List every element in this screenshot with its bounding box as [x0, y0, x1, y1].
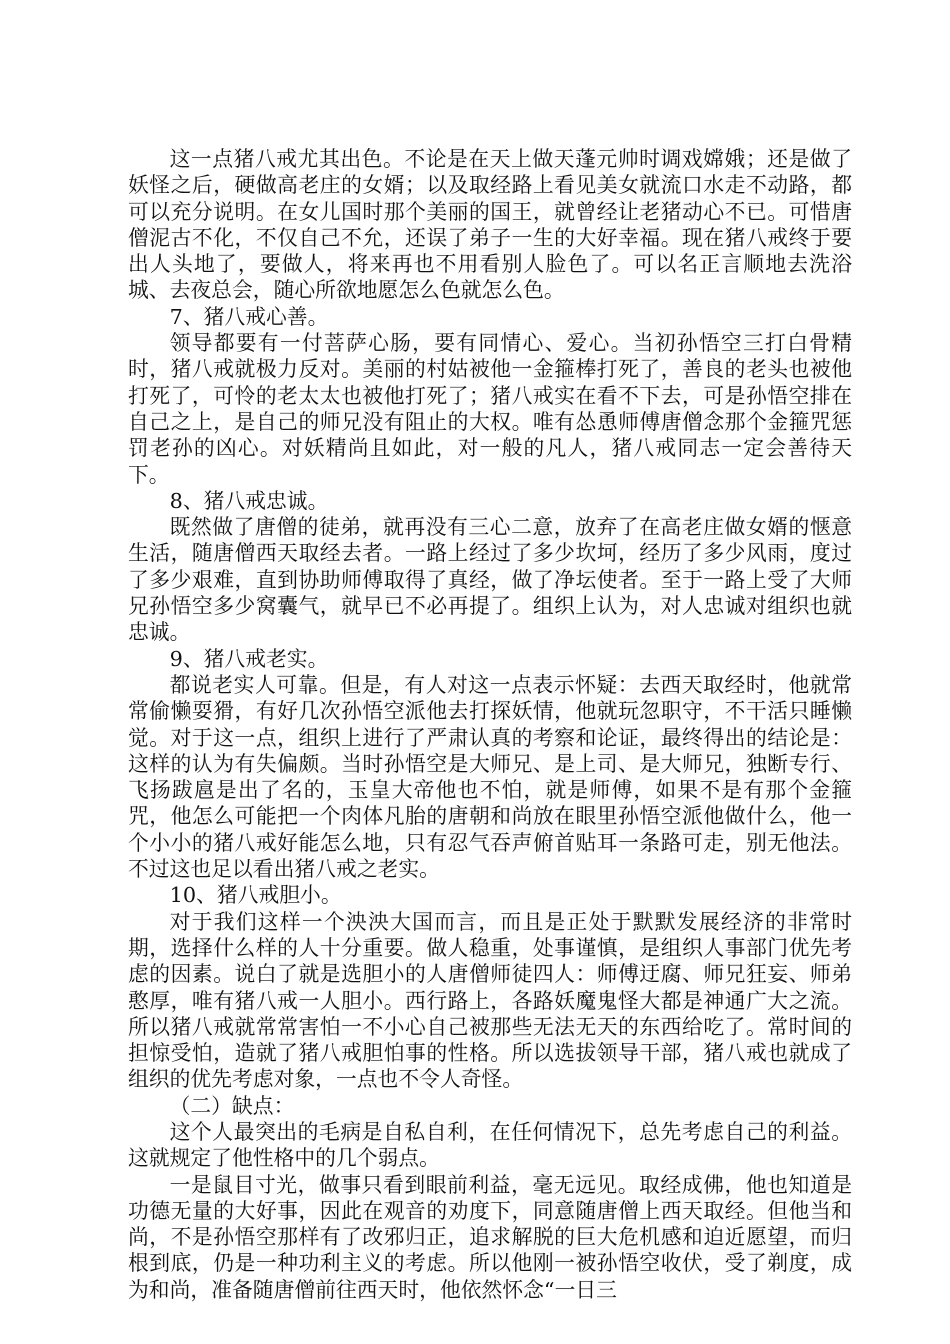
- heading-timid: 10、猪八戒胆小。: [169, 883, 342, 908]
- paragraph-shortsighted: 一是鼠目寸光，做事只看到眼前利益，毫无远见。取经成佛，他也知道是功德无量的大好事，因此在观音的劝度下，同意随唐僧上西天取经。但他当和尚，不是孙悟空那样有了改邪归正，追求解脱的巨大危机感和迫近愿望，而归根到底，仍是一种功利主义的考虑。所以他刚一被孙悟空收伏，受了剃度，成为和尚，准备随唐僧前往西天时，他依然怀念“一日三: [128, 1172, 852, 1302]
- heading-honest: 9、猪八戒老实。: [169, 646, 329, 671]
- document-page: [128, 146, 852, 1303]
- paragraph-timid: 对于我们这样一个泱泱大国而言，而且是正处于默默发展经济的非常时期，选择什么样的人十分重要。做人稳重，处事谨慎，是组织人事部门优先考虑的因素。说白了就是选胆小的人唐僧师徒四人：师傅迂腐、师兄狂妄、师弟憨厚，唯有猪八戒一人胆小。西行路上，各路妖魔鬼怪大都是神通广大之流。所以猪八戒就常常害怕一不小心自己被那些无法无天的东西给吃了。常时间的担惊受怕，造就了猪八戒胆怕事的性格。所以选拔领导干部，猪八戒也就成了组织的优先考虑对象，一点也不令人奇怪。: [128, 909, 852, 1092]
- paragraph-lust: 这一点猪八戒尤其出色。不论是在天上做天蓬元帅时调戏嫦娥；还是做了妖怪之后，硬做高老庄的女婿；以及取经路上看见美女就流口水走不动路，都可以充分说明。在女儿国时那个美丽的国王，就曾经让老猪动心不已。可惜唐僧泥古不化，不仅自己不允，还误了弟子一生的大好幸福。现在猪八戒终于要出人头地了，要做人，将来再也不用看别人脸色了。可以名正言顺地去洗浴城、去夜总会，随心所欲地愿怎么色就怎么色。: [128, 147, 852, 303]
- paragraph-loyal: 既然做了唐僧的徒弟，就再没有三心二意，放弃了在高老庄做女婿的惬意生活，随唐僧西天取经去者。一路上经过了多少坎坷，经历了多少风雨，度过了多少艰难，直到协助师傅取得了真经，做了净坛使者。至于一路上受了大师兄孙悟空多少窝囊气，就早已不必再提了。组织上认为，对人忠诚对组织也就忠诚。: [128, 515, 852, 645]
- heading-kind-hearted: 7、猪八戒心善。: [169, 304, 329, 329]
- heading-shortcomings: （二）缺点：: [169, 1093, 295, 1118]
- paragraph-honest: 都说老实人可靠。但是，有人对这一点表示怀疑：去西天取经时，他就常常偷懒耍猾，有好几次孙悟空派他去打探妖情，他就玩忽职守，不干活只睡懒觉。对于这一点，组织上进行了严肃认真的考察和论证，最终得出的结论是：这样的认为有失偏颇。当时孙悟空是大师兄、是上司、是大师兄，独断专行、飞扬跋扈是出了名的，玉皇大帝他也不怕，就是师傅，如果不是有那个金箍咒，他怎么可能把一个肉体凡胎的唐朝和尚放在眼里孙悟空派他做什么，他一个小小的猪八戒好能怎么地，只有忍气吞声俯首贴耳一条路可走，别无他法。不过这也足以看出猪八戒之老实。: [128, 672, 852, 882]
- paragraph-selfish: 这个人最突出的毛病是自私自利，在任何情况下，总先考虑自己的利益。这就规定了他性格中的几个弱点。: [128, 1119, 852, 1171]
- heading-loyal: 8、猪八戒忠诚。: [169, 488, 329, 513]
- paragraph-kind-hearted: 领导都要有一付菩萨心肠，要有同情心、爱心。当初孙悟空三打白骨精时，猪八戒就极力反对。美丽的村姑被他一金箍棒打死了，善良的老头也被他打死了，可怜的老太太也被他打死了；猪八戒实在看不下去，可是孙悟空排在自己之上，是自己的师兄没有阻止的大权。唯有怂恿师傅唐僧念那个金箍咒惩罚老孙的凶心。对妖精尚且如此，对一般的凡人，猪八戒同志一定会善待天下。: [128, 331, 852, 487]
